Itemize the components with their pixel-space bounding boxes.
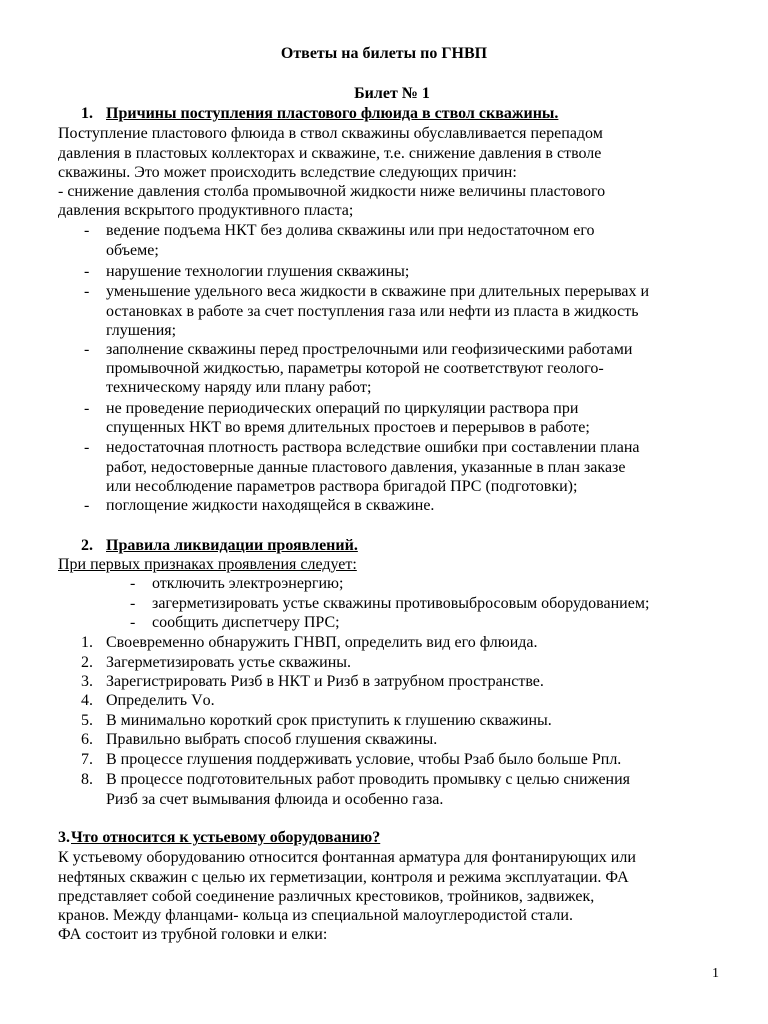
q1-intro-line: скважины. Это может происходить вследствие следующих причин: [58, 164, 517, 181]
step-number: 2. [81, 654, 93, 671]
step-number: 7. [81, 751, 93, 768]
q3-body-line: ФА состоит из трубной головки и елки: [58, 926, 328, 943]
q2-bullet: сообщить диспетчеру ПРС; [152, 614, 340, 631]
q1-bullet-line: ведение подъема НКТ без долива скважины или при недостаточном его [106, 222, 595, 239]
q1-intro-line: - снижение давления столба промывочной жидкости ниже величины пластового [58, 183, 606, 200]
step-number: 5. [81, 712, 93, 729]
q1-bullet-line: промывочной жидкостью, параметры которой не соответствуют геолого- [106, 360, 604, 377]
q1-bullet-line: объеме; [106, 242, 159, 259]
step-text: В процессе подготовительных работ проводить промывку с целью снижения [106, 771, 631, 788]
step-text: Правильно выбрать способ глушения скважины. [106, 731, 438, 748]
q3-body-line: нефтяных скважин с целью их герметизации, контроля и режима эксплуатации. ФА [58, 869, 629, 886]
q1-bullet-line: уменьшение удельного веса жидкости в скважине при длительных перерывах и [106, 283, 650, 300]
q1-bullet-line: нарушение технологии глушения скважины; [106, 263, 410, 280]
q1-bullet-line: остановках в работе за счет поступления газа или нефти из пласта в жидкость [106, 303, 639, 320]
step-text: В минимально короткий срок приступить к глушению скважины. [106, 712, 552, 729]
step-number: 1. [81, 634, 93, 651]
step-text: Ризб за счет вымывания флюида и особенно газа. [106, 791, 444, 808]
q3-body-line: представляет собой соединение различных крестовиков, тройников, задвижек, [58, 888, 595, 905]
q1-bullet-line: работ, недостоверные данные пластового давления, указанные в план заказе [106, 459, 626, 476]
bullet-dash: - [130, 614, 136, 631]
q1-bullet-line: недостаточная плотность раствора вследствие ошибки при составлении плана [106, 439, 640, 456]
step-text: В процессе глушения поддерживать условие, чтобы Рзаб было больше Рпл. [106, 751, 622, 768]
bullet-dash: - [84, 341, 90, 358]
bullet-dash: - [84, 283, 90, 300]
q2-bullet: загерметизировать устье скважины противовыбросовым оборудованием; [152, 595, 650, 612]
page-number: 1 [712, 966, 719, 981]
q1-bullet-line: или несоблюдение параметров раствора бригадой ПРС (подготовки); [106, 478, 578, 495]
step-text: Своевременно обнаружить ГНВП, определить вид его флюида. [106, 634, 538, 651]
step-text: Зарегистрировать Ризб в НКТ и Ризб в затрубном пространстве. [106, 673, 544, 690]
step-text: Определить Vо. [106, 692, 215, 709]
q2-subheading: При первых признаках проявления следует: [58, 556, 357, 573]
q1-bullet-line: не проведение периодических операций по циркуляции раствора при [106, 400, 579, 417]
bullet-dash: - [130, 595, 136, 612]
step-number: 8. [81, 771, 93, 788]
step-number: 6. [81, 731, 93, 748]
bullet-dash: - [84, 222, 90, 239]
q2-bullet: отключить электроэнергию; [152, 575, 344, 592]
q1-bullet-line: заполнение скважины перед прострелочными или геофизическими работами [106, 341, 633, 358]
q1-intro-line: давления в пластовых коллекторах и скважине, т.е. снижение давления в стволе [58, 145, 602, 162]
q1-bullet-line: техническому наряду или плану работ; [106, 379, 372, 396]
step-text: Загерметизировать устье скважины. [106, 654, 352, 671]
bullet-dash: - [84, 439, 90, 456]
q1-intro-line: давления вскрытого продуктивного пласта; [58, 202, 354, 219]
q3-heading: Что относится к устьевому оборудованию? [71, 829, 381, 846]
q1-heading: Причины поступления пластового флюида в ствол скважины. [106, 105, 559, 122]
step-number: 4. [81, 692, 93, 709]
document-title: Ответы на билеты по ГНВП [280, 45, 488, 62]
q1-bullet-line: поглощение жидкости находящейся в скважине. [106, 497, 435, 514]
q2-heading: Правила ликвидации проявлений. [106, 537, 358, 554]
ticket-heading: Билет № 1 [354, 85, 430, 102]
q1-bullet-line: глушения; [106, 322, 177, 339]
q1-intro-line: Поступление пластового флюида в ствол скважины обуславливается перепадом [58, 125, 603, 142]
q2-number: 2. [81, 537, 93, 554]
q3-body-line: К устьевому оборудованию относится фонтанная арматура для фонтанирующих или [58, 849, 636, 866]
step-number: 3. [81, 673, 93, 690]
bullet-dash: - [84, 497, 90, 514]
bullet-dash: - [84, 263, 90, 280]
q3-body-line: кранов. Между фланцами- кольца из специальной малоуглеродистой стали. [58, 907, 573, 924]
bullet-dash: - [84, 400, 90, 417]
q1-bullet-line: спущенных НКТ во время длительных простоев и перерывов в работе; [106, 419, 590, 436]
bullet-dash: - [130, 575, 136, 592]
q1-number: 1. [81, 105, 93, 122]
q3-number: 3. [58, 829, 70, 846]
